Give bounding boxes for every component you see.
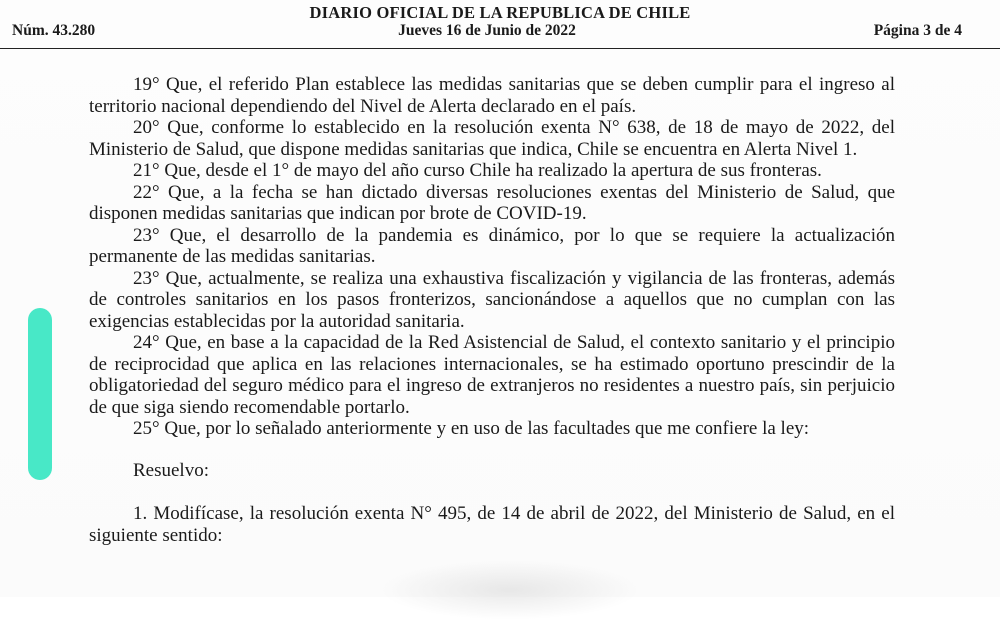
paragraph-23a: 23° Que, el desarrollo de la pandemia es dinámico, por lo que se requiere la actualización permanente de las medidas sanitarias.	[89, 224, 895, 267]
newspaper-title: DIARIO OFICIAL DE LA REPUBLICA DE CHILE	[309, 3, 691, 22]
page-number: Página 3 de 4	[873, 22, 962, 39]
paragraph-25: 25° Que, por lo señalado anteriormente y en uso de las facultades que me confiere la ley:	[133, 418, 810, 439]
issue-number: Núm. 43.280	[12, 22, 96, 39]
page-header	[0, 0, 1000, 49]
document-body	[89, 74, 895, 546]
header-info-row	[12, 22, 962, 42]
scan-smudge	[380, 560, 640, 620]
paragraph-21: 21° Que, desde el 1° de mayo del año curso Chile ha realizado la apertura de sus fronteras.	[133, 160, 822, 181]
paragraph-23b: 23° Que, actualmente, se realiza una exhaustiva fiscalización y vigilancia de las fronteras, además de controles sanitarios en los pasos fronterizos, sancionándose a aquellos que no cumplan con las exigencias establecidas por la autoridad sanitaria.	[89, 267, 895, 332]
paragraph-20: 20° Que, conforme lo establecido en la resolución exenta N° 638, de 18 de mayo de 2022, del Ministerio de Salud, que dispone medidas sanitarias que indica, Chile se encuentra en Alerta Nivel 1.	[89, 117, 895, 160]
resolve-heading: Resuelvo:	[133, 459, 209, 481]
issue-date: Jueves 16 de Junio de 2022	[398, 22, 576, 39]
paragraph-22: 22° Que, a la fecha se han dictado diversas resoluciones exentas del Ministerio de Salud, que disponen medidas sanitarias que indican por brote de COVID-19.	[89, 181, 895, 224]
paragraph-24: 24° Que, en base a la capacidad de la Red Asistencial de Salud, el contexto sanitario y el principio de reciprocidad que aplica en las relaciones internacionales, se ha estimado oportuno prescindir de la obligatoriedad del seguro médico para el ingreso de extranjeros no residentes a nuestro país, sin perjuicio de que siga siendo recomendable portarlo.	[89, 332, 895, 418]
article-1: 1. Modifícase, la resolución exenta N° 495, de 14 de abril de 2022, del Ministerio de Salud, en el siguiente sentido:	[89, 503, 895, 546]
highlighter-mark	[28, 308, 52, 480]
paragraph-19: 19° Que, el referido Plan establece las medidas sanitarias que se deben cumplir para el ingreso al territorio nacional dependiendo del Nivel de Alerta declarado en el país.	[89, 74, 895, 117]
